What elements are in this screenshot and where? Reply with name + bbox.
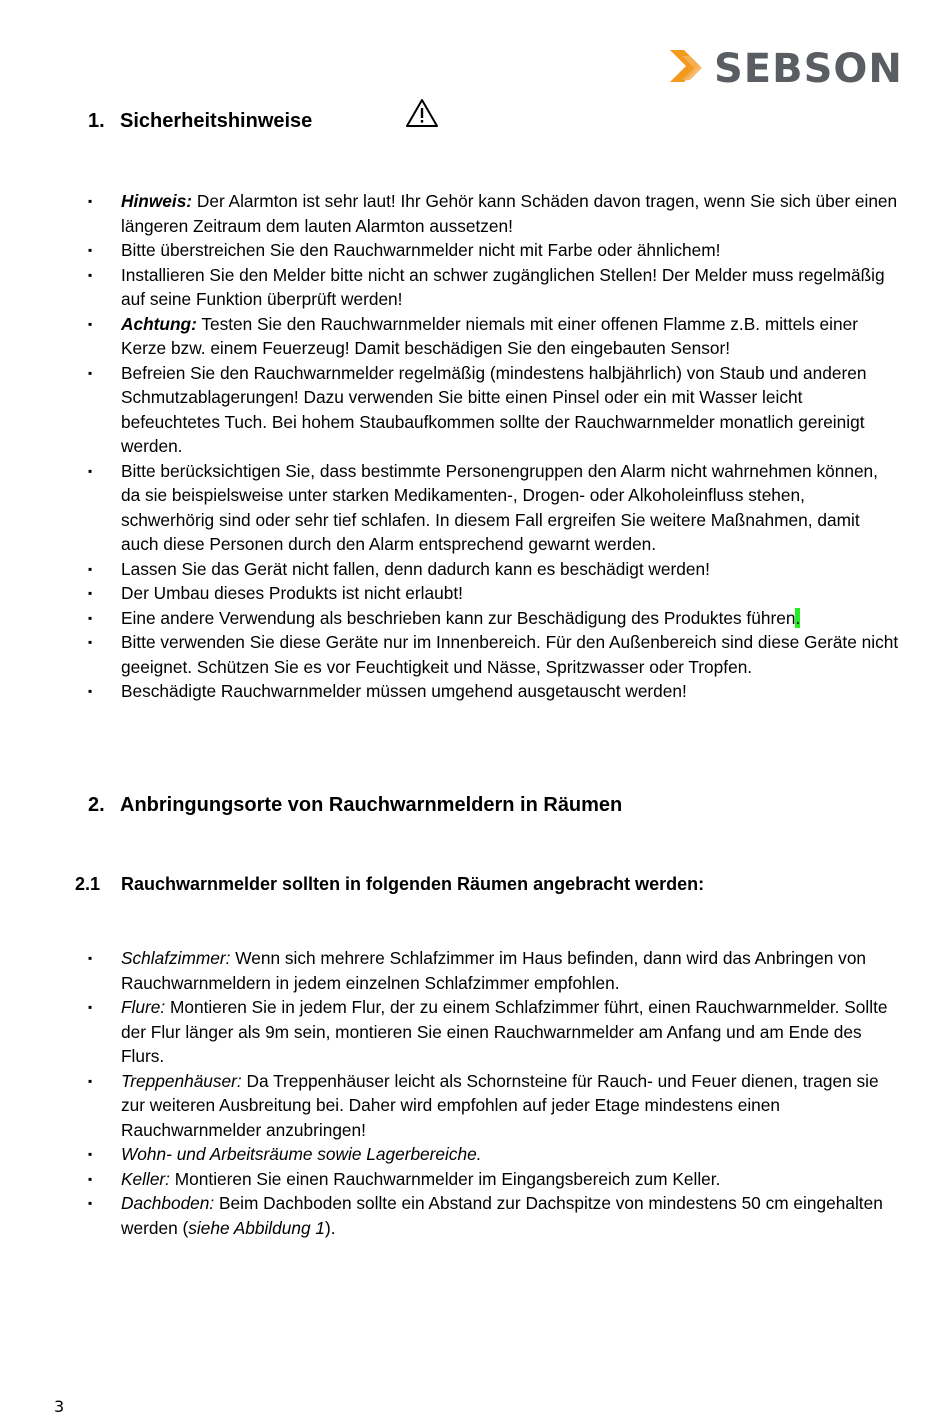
item-lead: Flure: bbox=[121, 997, 166, 1017]
item-text: Beschädigte Rauchwarnmelder müssen umgehend ausgetauscht werden! bbox=[121, 681, 687, 701]
list-item bbox=[0, 995, 950, 1069]
list-item bbox=[0, 238, 950, 263]
list-item bbox=[0, 630, 950, 679]
item-text: Beim Dachboden sollte ein Abstand zur Dachspitze von mindestens 50 cm eingehalten werden ( bbox=[121, 1193, 883, 1238]
item-lead: Keller: bbox=[121, 1168, 170, 1189]
item-text: Der Umbau dieses Produkts ist nicht erlaubt! bbox=[121, 583, 463, 603]
bullet-marker: ▪ bbox=[88, 610, 93, 625]
item-text: Eine andere Verwendung als beschrieben kann zur Beschädigung des Produktes führen bbox=[121, 607, 796, 628]
bullet-marker: ▪ bbox=[88, 1196, 93, 1210]
section-2-1-title: Rauchwarnmelder sollten in folgenden Räumen angebracht werden: bbox=[121, 874, 705, 894]
list-item bbox=[0, 606, 950, 631]
bullet-marker: ▪ bbox=[88, 1073, 93, 1088]
item-lead: Dachboden: bbox=[121, 1193, 215, 1213]
list-item bbox=[0, 1167, 950, 1192]
list-item bbox=[0, 459, 950, 557]
section-1-number: 1. bbox=[88, 110, 105, 132]
bullet-marker: ▪ bbox=[88, 951, 93, 965]
bullet-marker: ▪ bbox=[88, 1147, 93, 1161]
item-text: Montieren Sie einen Rauchwarnmelder im Eingangsbereich zum Keller. bbox=[169, 1168, 721, 1189]
bullet-marker: ▪ bbox=[88, 194, 93, 208]
bullet-marker: ▪ bbox=[88, 267, 93, 282]
section-2-1-heading bbox=[75, 874, 704, 895]
list-item bbox=[0, 581, 950, 606]
bullet-marker: ▪ bbox=[88, 1171, 93, 1186]
logo-text: SEBSON bbox=[714, 46, 900, 90]
item-text: Testen Sie den Rauchwarnmelder niemals mit einer offenen Flamme z.B. mittels einer Kerze bzw. einem Feuerzeug! Damit beschädigen Sie den eingebauten Sensor! bbox=[121, 313, 858, 358]
item-lead: Achtung: bbox=[121, 313, 197, 334]
item-text: Bitte verwenden Sie diese Geräte nur im Innenbereich. Für den Außenbereich sind diese Geräte nicht geeignet. Schützen Sie es vor Feuchtigkeit und Nässe, Spritzwasser oder Tropfen. bbox=[121, 632, 899, 677]
page-number: 3 bbox=[54, 1397, 65, 1416]
item-text: Da Treppenhäuser leicht als Schornsteine für Rauch- und Feuer dienen, tragen sie zur weiteren Ausbreitung bei. Daher wird empfohlen auf jeder Etage mindestens einen Rauchwarnmelder anzubringen! bbox=[121, 1070, 879, 1140]
list-item bbox=[0, 189, 950, 238]
bullet-marker: ▪ bbox=[88, 316, 93, 331]
bullet-marker: ▪ bbox=[88, 463, 93, 478]
highlighted-text: . bbox=[795, 607, 801, 628]
item-tail: ). bbox=[325, 1217, 336, 1238]
warning-triangle-icon bbox=[405, 98, 439, 128]
figure-reference: siehe Abbildung 1 bbox=[188, 1217, 326, 1238]
list-item bbox=[0, 312, 950, 361]
bullet-marker: ▪ bbox=[88, 1000, 93, 1014]
list-item bbox=[0, 1069, 950, 1143]
section-1-heading bbox=[88, 110, 312, 133]
item-text: Lassen Sie das Gerät nicht fallen, denn dadurch kann es beschädigt werden! bbox=[121, 558, 710, 579]
bullet-marker: ▪ bbox=[88, 365, 93, 380]
sebson-logo bbox=[670, 46, 900, 90]
bullet-marker: ▪ bbox=[88, 586, 93, 600]
list-item bbox=[0, 679, 950, 704]
section-2-1-number: 2.1 bbox=[75, 874, 101, 894]
list-item bbox=[0, 361, 950, 459]
section-2-heading bbox=[88, 794, 622, 817]
item-lead: Schlafzimmer: bbox=[121, 948, 231, 968]
item-text: Installieren Sie den Melder bitte nicht an schwer zugänglichen Stellen! Der Melder muss regelmäßig auf seine Funktion überprüft werden! bbox=[121, 264, 885, 309]
list-item bbox=[0, 557, 950, 582]
bullet-marker: ▪ bbox=[88, 561, 93, 576]
item-lead: Treppenhäuser: bbox=[121, 1070, 242, 1091]
item-text: Der Alarmton ist sehr laut! Ihr Gehör kann Schäden davon tragen, wenn Sie sich über einen längeren Zeitraum dem lauten Alarmton aussetzen! bbox=[121, 191, 898, 236]
item-text: Befreien Sie den Rauchwarnmelder regelmäßig (mindestens halbjährlich) von Staub und anderen Schmutzablagerungen! Dazu verwenden Sie bitte einen Pinsel oder ein mit Wasser leicht befeuchtetes Tuch. Bei hohem Staubaufkommen sollte der Rauchwarnmelder monatlich gereinigt werden. bbox=[121, 362, 867, 456]
list-item bbox=[0, 263, 950, 312]
bullet-marker: ▪ bbox=[88, 243, 93, 257]
item-text: Bitte überstreichen Sie den Rauchwarnmelder nicht mit Farbe oder ähnlichem! bbox=[121, 240, 721, 260]
item-text: Montieren Sie in jedem Flur, der zu einem Schlafzimmer führt, einen Rauchwarnmelder. Sollte der Flur länger als 9m sein, montieren Sie einen Rauchwarnmelder am Anfang und am Ende des Flurs. bbox=[121, 997, 888, 1066]
bullet-marker: ▪ bbox=[88, 635, 93, 649]
bullet-marker: ▪ bbox=[88, 684, 93, 698]
list-item bbox=[0, 946, 950, 995]
section-2-number: 2. bbox=[88, 794, 105, 816]
section-2-title: Anbringungsorte von Rauchwarnmeldern in Räumen bbox=[120, 794, 623, 816]
safety-notes-list bbox=[0, 189, 950, 704]
item-text: Bitte berücksichtigen Sie, dass bestimmte Personengruppen den Alarm nicht wahrnehmen können, da sie beispielsweise unter starken Medikamenten-, Drogen- oder Alkoholeinfluss stehen, schwerhörig sind oder sehr tief schlafen. In diesem Fall ergreifen Sie weitere Maßnahmen, damit auch diese Personen durch den Alarm entsprechend gewarnt werden. bbox=[121, 460, 878, 554]
item-lead: Wohn- und Arbeitsräume sowie Lagerbereiche. bbox=[121, 1144, 482, 1164]
mounting-locations-list bbox=[0, 946, 950, 1240]
section-1-title: Sicherheitshinweise bbox=[120, 110, 313, 132]
list-item bbox=[0, 1142, 950, 1167]
item-text: Wenn sich mehrere Schlafzimmer im Haus befinden, dann wird das Anbringen von Rauchwarnmeldern in jedem einzelnen Schlafzimmer empfohlen. bbox=[121, 948, 867, 993]
list-item bbox=[0, 1191, 950, 1240]
item-lead: Hinweis: bbox=[121, 191, 193, 211]
